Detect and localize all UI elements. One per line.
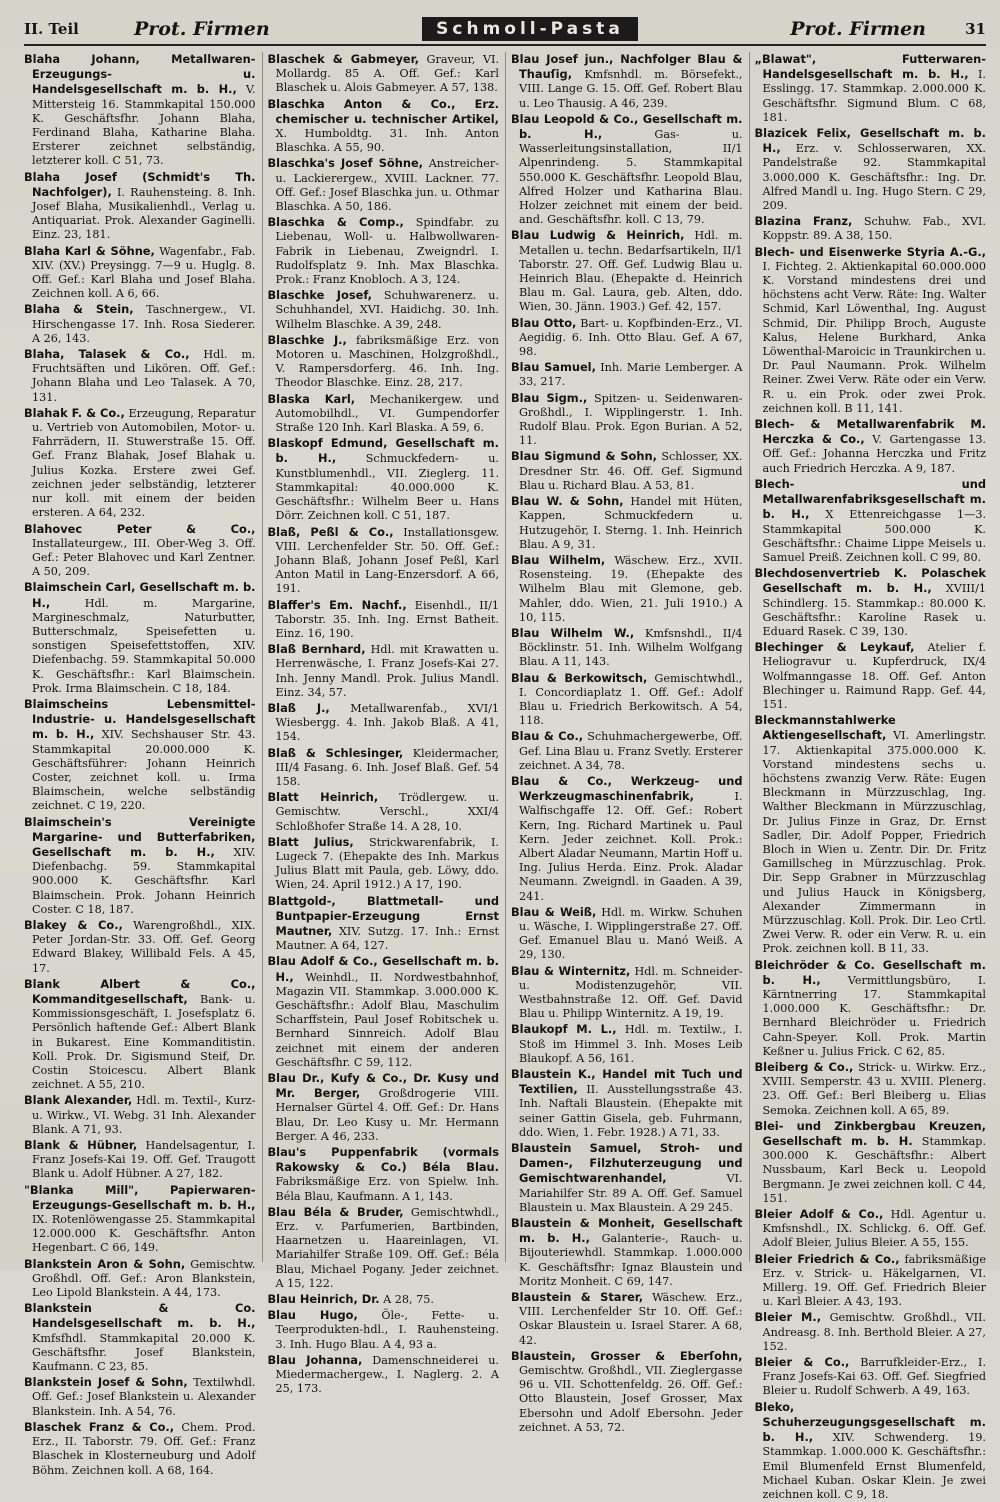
firm-name: Blaimschein's Vereinigte Margarine- und Butterfabriken, Gesellschaft m. b. H., [24, 814, 256, 859]
firm-name: Blau Hugo, [267, 1308, 358, 1323]
firm-name: Blaß, Peßl & Co., [267, 524, 394, 539]
directory-entry [268, 1353, 500, 1397]
firm-details: fabriksmäßige Erz. von Motoren u. Maschinen, Holzgroßhdl., V. Rampersdorferg. 46. Inh. Ing. Theodor Blaschke. Einz. 28, 217. [275, 333, 499, 390]
firm-details: VI. Mariahilfer Str. 89 A. Off. Gef. Samuel Blaustein u. Max Blaustein. A 29 245. [519, 1172, 743, 1214]
firm-details: Handel mit Hüten, Kappen, Schmuckfedern u. Hutzugehör, I. Sterng. 1. Inh. Heinrich Blau. A 9, 31. [519, 495, 743, 551]
firm-name: Blau Heinrich, Dr. [267, 1292, 380, 1307]
firm-details: Gemischtw. Großhdl., VII. Andreasg. 8. Inh. Berthold Bleier. A 27, 152. [762, 1311, 986, 1353]
firm-name: Blaß & Schlesinger, [267, 745, 404, 760]
firm-name: Blaukopf M. L., [511, 1022, 617, 1037]
directory-entry [268, 894, 500, 954]
directory-entry [268, 215, 500, 287]
firm-name: Blechinger & Leykauf, [754, 640, 915, 655]
directory-entry [24, 1138, 256, 1182]
directory-entry [268, 288, 500, 332]
firm-name: Blechdosenvertrieb K. Polaschek Gesellschaft m. b. H., [754, 566, 986, 596]
firm-name: Blau Samuel, [511, 360, 596, 375]
firm-details: Strickwarenfabrik, I. Lugeck 7. (Ehepakte des Inh. Markus Julius Blatt mit Paula, geb. Löwy, ddo. Wien, 24. April 1912.) A 17, 190. [275, 835, 499, 892]
firm-details: A 28, 75. [383, 1293, 434, 1307]
firm-details: Hdl. m. Wirkw. Schuhen u. Wäsche, I. Wipplingerstraße 27. Off. Gef. Emanuel Blau u. Manó Weiß. A 29, 130. [519, 905, 743, 962]
directory-entry [511, 774, 743, 904]
firm-details: Hdl. Agentur u. Kmfsnshdl., IX. Schlickg. 6. Off. Gef. Adolf Bleier, Julius Bleier. A 55, 155. [762, 1208, 986, 1250]
firm-name: Blankstein Josef & Sohn, [24, 1375, 188, 1390]
firm-details: Wäschew. Erz., VIII. Lerchenfelder Str 10. Off. Gef.: Oskar Blaustein u. Israel Starer. A 68, 42. [519, 1291, 743, 1347]
firm-name: Blaha, Talasek & Co., [24, 347, 190, 362]
header-banner-wrap [270, 17, 791, 41]
firm-details: Schuhw. Fab., XVI. Koppstr. 89. A 38, 150. [762, 215, 986, 243]
directory-entry [755, 958, 987, 1059]
directory-entry [755, 640, 987, 712]
part-label: II. Teil [24, 20, 79, 38]
firm-name: Blahak F. & Co., [24, 405, 125, 420]
directory-entry [24, 244, 256, 302]
firm-name: Blattgold-, Blattmetall- und Buntpapier-Erzeugung Ernst Mautner, [267, 893, 499, 938]
firm-details: Gas- u. Wasserleitungsinstallation, II/1 Alpenrindeng. 5. Stammkapital 550.000 K. Geschäftsfhr. Leopold Blau, Alfred Holzer und Katharina Blau. Holzer zeichnet mit einem der beid. and. Geschäftsfhr. koll. C 13, 79. [519, 128, 743, 227]
header-advertisement-banner: Schmoll-Pasta [422, 17, 638, 41]
firm-details: Barrufkleider-Erz., I. Franz Josefs-Kai 63. Off. Gef. Siegfried Bleier u. Rudolf Schwerb. A 49, 163. [762, 1356, 987, 1398]
firm-name: Blazina Franz, [754, 214, 853, 229]
firm-name: Blau & Winternitz, [511, 963, 631, 978]
firm-details: Kmfsnhdl. m. Börsefekt., VIII. Lange G. 15. Off. Gef. Robert Blau u. Leo Thausig. A 46, 239. [519, 68, 743, 110]
firm-details: Gemischtwhdl., Erz. v. Parfumerien, Bartbinden, Haarnetzen u. Haareinlagen, VI. Mariahilfer Straße 109. Off. Gef.: Béla Blau, Michael Pogany. Jeder zeichnet. A 15, 122. [275, 1205, 499, 1290]
directory-entry [755, 1355, 987, 1399]
firm-name: Blaustein Samuel, Stroh- und Damen-, Filzhuterzeugung und Gemischtwarenhandel, [511, 1141, 743, 1186]
directory-entry [268, 333, 500, 391]
firm-name: Blahovec Peter & Co., [24, 521, 256, 536]
firm-details: I. Esslingg. 17. Stammkap. 2.000.000 K. Geschäftsfhr. Sigmund Blum. C 68, 181. [762, 68, 986, 124]
firm-name: Bleier M., [754, 1310, 822, 1325]
firm-details: Kmfsfhdl. Stammkapital 20.000 K. Geschäftsfhr. Josef Blankstein, Kaufmann. C 23, 85. [32, 1331, 256, 1374]
firm-details: Erz. v. Schlosserwaren, XX. Pandelstraße 92. Stammkapital 3.000.000 K. Geschäftsfhr.: Ing. Dr. Alfred Mandl u. Ing. Hugo Stern. C 29, 209. [762, 142, 986, 213]
firm-details: IX. Rotenlöwengasse 25. Stammkapital 12.000.000 K. Geschäftsfhr. Anton Hegenbart. C 66, 149. [32, 1213, 256, 1255]
directory-entry [511, 449, 743, 493]
firm-name: Blank & Hübner, [24, 1138, 138, 1153]
firm-name: Blaha Josef (Schmidt's Th. Nachfolger), [24, 169, 256, 199]
firm-name: Blaustein, Grosser & Eberſohn, [511, 1348, 743, 1363]
directory-entry [268, 525, 500, 597]
firm-name: Blaß J., [267, 700, 330, 715]
firm-name: Blau & Co., Werkzeug- und Werkzeugmaschinenfabrik, [511, 773, 743, 804]
firm-details: Schlosser, XX. Dresdner Str. 46. Off. Gef. Sigmund Blau u. Richard Blau. A 53, 81. [519, 450, 743, 492]
directory-entry [755, 1207, 987, 1251]
column-1 [24, 52, 256, 1477]
firm-details: V. Gartengasse 13. Off. Gef.: Johanna Herczka und Fritz auch Friedrich Herczka. A 9, 187. [762, 433, 986, 475]
firm-details: Textilwhdl. Off. Gef.: Josef Blankstein u. Alexander Blankstein. Inh. A 54, 76. [32, 1376, 256, 1418]
directory-entry [24, 815, 256, 917]
firm-name: Bleier Adolf & Co., [754, 1207, 884, 1222]
directory-entry [268, 1205, 500, 1291]
directory-entry [755, 245, 987, 416]
directory-entry [268, 97, 500, 156]
directory-entry [268, 392, 500, 436]
firm-details: XIV. Sechshauser Str. 43. Stammkapital 20.000.000 K. Geschäftsführer: Johann Heinrich Coster, zeichnet koll. u. Irma Blaimschein, welche selbständig zeichnet. C 19, 220. [32, 728, 256, 813]
firm-name: Blaha Johann, Metallwaren-Erzeugungs- u. Handelsgesellschaft m. b. H., [24, 52, 256, 97]
directory-entry [268, 835, 500, 893]
header-title-right: Prot. Firmen [790, 18, 926, 40]
firm-name: Blakey & Co., [24, 917, 123, 932]
directory-entry [24, 1183, 256, 1256]
directory-entry [268, 746, 500, 790]
firm-name: Blau Sigmund & Sohn, [511, 449, 657, 464]
firm-name: Bleier & Co., [754, 1355, 850, 1370]
directory-entry [755, 1060, 987, 1118]
directory-entry [24, 1093, 256, 1137]
firm-details: Eisenhdl., II/1 Taborstr. 35. Inh. Ing. Ernst Batheit. Einz. 16, 190. [275, 598, 499, 640]
firm-name: Blau Otto, [511, 315, 577, 330]
firm-details: Hdl. mit Krawatten u. Herrenwäsche, I. Franz Josefs-Kai 27. Inh. Jenny Mandl. Prok. Julius Mandl. Einz. 34, 57. [275, 643, 499, 699]
firm-name: Bleiberg & Co., [754, 1060, 854, 1075]
column-2 [262, 52, 500, 1396]
directory-entry [511, 671, 743, 729]
firm-details: fabriksmäßige Erz. v. Strick- u. Häkelgarnen, VI. Millerg. 19. Off. Gef. Friedrich Bleier u. Karl Bleier. A 43, 193. [762, 1252, 986, 1309]
firm-details: Gemischtw. Großhdl., VII. Zieglergasse 96 u. VII. Schottenfeldg. 26. Off. Gef.: Otto Blaustein, Josef Grosser, Max Ebersohn und Adolf Ebersohn. Jeder zeichnet. A 53, 72. [519, 1364, 743, 1434]
directory-entry [755, 477, 987, 565]
firm-details: Schuhwarenerz. u. Schuhhandel, XVI. Haidichg. 30. Inh. Wilhelm Blaschke. A 39, 248. [275, 289, 499, 331]
firm-details: XVIII/1 Schindlerg. 15. Stammkap.: 80.000 K. Geschäftsfhr.: Karoline Rasek u. Eduard Rasek. C 39, 130. [762, 582, 986, 638]
firm-name: Blaschka & Comp., [267, 215, 404, 230]
firm-name: Blaß Bernhard, [267, 642, 366, 657]
firm-name: Blaha & Stein, [24, 302, 134, 317]
directory-entry [755, 566, 987, 639]
directory-entry [511, 1216, 743, 1289]
firm-name: Blau W. & Sohn, [511, 494, 624, 509]
directory-entry [755, 1252, 987, 1310]
directory-entry [755, 52, 987, 125]
directory-entry [511, 729, 743, 773]
directory-entry [511, 360, 743, 389]
directory-entry [755, 417, 987, 476]
firm-name: Blau Wilhelm W., [511, 625, 635, 640]
directory-entry [268, 1292, 500, 1307]
directory-entry [511, 52, 743, 111]
firm-details: V. Mittersteig 16. Stammkapital 150.000 K. Geschäftsfhr. Johann Blaha, Ferdinand Blaha, Katharine Blaha. Ersterer zeichnet selbständig, letzterer koll. C 51, 73. [32, 83, 256, 168]
firm-name: Blazicek Felix, Gesellschaft m. b. H., [754, 126, 986, 156]
firm-details: XIV. Diefenbachg. 59. Stammkapital 900.000 K. Geschäftsfhr. Karl Blaimschein. Prok. Johann Heinrich Coster. C 18, 187. [32, 845, 256, 916]
firm-name: Blech- und Eisenwerke Styria A.-G., [754, 244, 986, 259]
firm-details: Gemischtw. Großhdl. Off. Gef.: Aron Blankstein, Leo Lipold Blankstein. A 44, 173. [32, 1257, 256, 1300]
firm-name: Blech- & Metallwarenfabrik M. Herczka & Co., [754, 417, 986, 447]
firm-details: Trödlergew. u. Gemischtw. Verschl., XXI/4 Schloßhofer Straße 14. A 28, 10. [275, 791, 499, 833]
column-4 [749, 52, 987, 1501]
firm-name: „Blawat", Futterwaren-Handelsgesellschaft m. b. H., [754, 52, 986, 82]
firm-name: Blech- und Metallwarenfabriksgesellschaft m. b. H., [754, 476, 986, 522]
firm-name: Bleckmannstahlwerke Aktiengesellschaft, [754, 713, 896, 743]
firm-details: Schmuckfedern- u. Kunstblumenhdl., VII. Zieglerg. 11. Stammkapital: 40.000.000 K. Geschäftsfhr.: Wilhelm Beer u. Hans Dörr. Zeichnen koll. C 51, 187. [275, 452, 499, 523]
column-3 [505, 52, 743, 1434]
firm-name: Blatt Julius, [267, 834, 354, 849]
firm-name: Blau Sigm., [511, 390, 588, 405]
directory-entry [24, 1420, 256, 1478]
directory-entry [511, 905, 743, 963]
firm-details: I. Walfischgaffe 12. Off. Gef.: Robert Kern, Ing. Richard Martinek u. Paul Kern. Jeder zeichnet. Koll. Prok.: Albert Aladar Neumann, Martin Hoff u. Ing. Julius Herda. Einz. Prok. Aladar Neumann. Zweigndl. in Gaaden. A 39, 241. [519, 790, 743, 903]
firm-name: "Blanka Mill", Papierwaren-Erzeugungs-Gesellschaft m. b. H., [24, 1182, 256, 1212]
firm-name: Blau Josef jun., Nachfolger Blau & Thauſig, [511, 52, 743, 82]
directory-entry [755, 126, 987, 213]
columns [24, 52, 987, 1501]
firm-details: VI. Amerlingstr. 17. Aktienkapital 375.000.000 K. Vorstand mindestens sechs u. höchstens zwanzig Verw. Räte: Eugen Bleckmann in Mürzzuschlag, Ing. Walther Bleckmann in Mürzzuschlag, Dr. Julius Finze in Graz, Dr. Ernst Sadler, Dir. Adolf Popper, Friedrich Bloch in Wien u. Zentr. Dir. Dr. Fritz Gamillscheg in Mürzzuschlag. Prok. Dir. Sepp Grabner in Mürzzuschlag und Julius Hauck in Königsberg, Alexander Zimmermann in Mürzzuschlag. Koll. Prok. Dir. Leo Crtl. Zwei Verw. R. oder ein Verw. R. u. ein Prok. zeichnen koll. B 11, 33. [762, 729, 986, 956]
firm-details: Wagenfabr., Fab. XIV. (XV.) Preysingg. 7—9 u. Huglg. 8. Off. Gef.: Karl Blaha und Josef Blaha. Zeichnen koll. A 6, 66. [32, 244, 256, 301]
firm-details: Inh. Marie Lemberger. A 33, 217. [519, 361, 743, 389]
firm-details: XIV. Sutzg. 17. Inh.: Ernst Mautner. A 64, 127. [275, 924, 499, 953]
firm-name: Blau & Co., [511, 729, 584, 744]
firm-name: Blaschek & Gabmeyer, [267, 52, 419, 66]
directory-entry [268, 436, 500, 523]
firm-name: Blank Alexander, [24, 1093, 133, 1108]
directory-entry [24, 1375, 256, 1419]
firm-details: Damenschneiderei u. Miedermachergew., I. Naglerg. 2. A 25, 173. [275, 1353, 499, 1396]
directory-entry [24, 302, 256, 346]
firm-name: Blaschek Franz & Co., [24, 1419, 175, 1434]
directory-entry [511, 228, 743, 314]
firm-name: Blaustein & Monheit, Gesellschaft m. b. H., [511, 1216, 743, 1246]
firm-name: Bleichröder & Co. Gesellschaft m. b. H., [754, 957, 986, 987]
firm-name: Blau Adolf & Co., Gesellschaft m. b. H., [267, 954, 499, 984]
firm-name: Blankstein Aron & Sohn, [24, 1256, 186, 1271]
firm-name: Bleier Friedrich & Co., [754, 1251, 900, 1266]
directory-entry [511, 391, 743, 449]
firm-name: Blau Ludwig & Heinrich, [511, 228, 685, 243]
firm-name: Blau Wilhelm, [511, 552, 606, 567]
directory-entry [268, 642, 500, 700]
directory-entry [24, 406, 256, 521]
firm-details: Spindfabr. zu Liebenau, Woll- u. Halbwollwaren-Fabrik in Liebenau, Zweigndrl. I. Rudolfsplatz 9. Inh. Max Blaschka. Prok.: Franz Knobloch. A 3, 124. [275, 216, 499, 287]
firm-details: Strick- u. Wirkw. Erz., XVIII. Semperstr. 43 u. XVIII. Plenerg. 23. Off. Gef.: Berl Bleiberg u. Elias Semoka. Zeichnen koll. A 65, 89. [762, 1061, 986, 1117]
directory-entry [268, 1071, 500, 1144]
firm-name: Blaffer's Em. Nachf., [267, 597, 407, 612]
directory-entry [755, 1400, 987, 1502]
directory-entry [268, 598, 500, 642]
directory-entry [511, 316, 743, 360]
firm-name: Blaschka Anton & Co., Erz. chemischer u. technischer Artikel, [267, 96, 499, 126]
firm-name: Blaimscheins Lebensmittel-Industrie- u. Handelsgesellschaft m. b. H., [24, 696, 256, 742]
firm-details: Warengroßhdl., XIX. Peter Jordan-Str. 33. Off. Gef. Georg Edward Blakey, Willibald Fels. A 45, 17. [32, 918, 256, 975]
directory-entry [24, 347, 256, 405]
firm-details: Installationsgew. VIII. Lerchenfelder Str. 50. Off. Gef.: Johann Blaß, Johann Josef Peßl, Karl Anton Matil in Lang-Enzersdorf. A 66, 191. [275, 525, 499, 596]
directory-entry [268, 156, 500, 214]
firm-details: Installateurgew., III. Ober-Weg 3. Off. Gef.: Peter Blahovec und Karl Zentner. A 50, 209. [32, 536, 256, 579]
firm-details: Anstreicher- u. Lackierergew., XVIII. Lackner. 77. Off. Gef.: Josef Blaschka jun. u. Othmar Blaschka. A 50, 186. [275, 157, 499, 214]
firm-name: Blau Johanna, [267, 1352, 363, 1367]
firm-name: Blaskopf Edmund, Gesellschaft m. b. H., [267, 436, 499, 466]
firm-details: Galanterie-, Rauch- u. Bijouteriewhdl. Stammkap. 1.000.000 K. Geschäftsfhr: Ignaz Blaustein und Moritz Monheit. C 69, 147. [519, 1232, 743, 1288]
firm-details: X. Humboldtg. 31. Inh. Anton Blaschka. A 55, 90. [275, 127, 499, 155]
firm-name: Blank Albert & Co., Kommanditgesellschaft, [24, 976, 256, 1006]
firm-name: Blau Dr., Kufy & Co., Dr. Kusy und Mr. Berger, [267, 1071, 499, 1101]
header-title-left: Prot. Firmen [134, 18, 270, 40]
firm-name: Blaschka's Josef Söhne, [267, 156, 423, 171]
directory-entry [511, 626, 743, 670]
directory-entry [268, 790, 500, 834]
directory-entry [24, 1301, 256, 1374]
directory-entry [24, 580, 256, 696]
firm-details: Taschnergew., VI. Hirschengasse 17. Inh. Rosa Siederer. A 26, 143. [32, 303, 256, 345]
firm-details: X Ettenreichgasse 1—3. Stammkapital 500.000 K. Geschäftsfhr.: Chaime Lippe Meisels u. Samuel Preiß. Zeichnen koll. C 99, 80. [762, 508, 987, 564]
firm-details: II. Ausstellungsstraße 43. Inh. Naftali Blaustein. (Ehepakte mit seiner Gattin Gisela, geb. Fuhrmann, ddo. Wien, 1. Febr. 1928.) A 71, 33. [519, 1083, 743, 1139]
firm-details: Hdl. m. Textilw., I. Stoß im Himmel 3. Inh. Moses Leib Blaukopf. A 56, 161. [519, 1023, 743, 1065]
firm-name: Blau & Weiß, [511, 904, 597, 919]
firm-name: Blaschke J., [267, 332, 347, 347]
directory-entry [511, 964, 743, 1022]
page-number: 31 [965, 20, 986, 38]
firm-details: Hdl. m. Margarine, Margineschmalz, Naturbutter, Butterschmalz, Speisefetten u. sonstigen Speisefettstoffen, XIV. Diefenbachg. 59. Stammkapital 50.000 K. Geschäftsfhr.: Karl Blaimschein. Prok. Irma Blaimschein. C 18, 184. [32, 596, 256, 695]
firm-details: I. Fichteg. 2. Aktienkapital 60.000.000 K. Vorstand mindestens drei und höchstens acht Verw. Räte: Ing. Walter Schmid, Karl Löwenthal, Ing. August Schmid, Dir. Philipp Broch, Auguste Kalus, Helene Burkhard, Anka Löwenthal-Maroicic in Traunkirchen u. Dr. Paul Naumann. Prok. Wilhelm Reiner. Zwei Verw. Räte oder ein Verw. R. u. ein Prok. oder zwei Prok. zeichnen koll. B 11, 141. [762, 259, 986, 415]
firm-details: Metallwarenfab., XVI/1 Wiesbergg. 4. Inh. Jakob Blaß. A 41, 154. [275, 701, 500, 744]
firm-details: Hdl. m. Schneider- u. Modistenzugehör, VII. Westbahnstraße 12. Off. Gef. David Blau u. Philipp Winternitz. A 19, 19. [519, 964, 743, 1021]
firm-name: Blau Béla & Bruder, [267, 1204, 404, 1219]
firm-details: I. Rauhensteing. 8. Inh. Josef Blaha, Musikalienhdl., Verlag u. Antiquariat. Prok. Alexander Gaginelli. Einz. 23, 181. [32, 185, 256, 242]
directory-entry [268, 1145, 500, 1204]
firm-details: XIV. Schwenderg. 19. Stammkap. 1.000.000 K. Geschäftsfhr.: Emil Blumenfeld Ernst Blumenfeld, Michael Kuban. Oskar Klein. Je zwei zeichnen koll. C 9, 18. [762, 1431, 986, 1501]
directory-entry [24, 918, 256, 976]
firm-details: Erzeugung, Reparatur u. Vertrieb von Automobilen, Motor- u. Fahrrädern, II. Stuwerstraße 15. Off. Gef. Franz Blahak, Josef Blahak u. Julius Kozka. Erstere zwei Gef. zeichnen jeder selbständig, letzterer nur koll. mit einem der beiden ersteren. A 64, 232. [32, 406, 256, 520]
firm-details: Schuhmachergewerbe, Off. Gef. Lina Blau u. Franz Svetly. Ersterer zeichnet. A 34, 78. [519, 730, 743, 772]
firm-details: Öle-, Fette- u. Teerprodukten-hdl., I. Rauhensteing. 3. Inh. Hugo Blau. A 4, 93 a. [275, 1309, 500, 1351]
directory-entry [511, 1290, 743, 1348]
firm-details: Stammkap. 300.000 K. Geschäftsfhr.: Albert Nussbaum, Karl Beck u. Leopold Bergmann. Je zwei zeichnen koll. C 44, 151. [762, 1135, 986, 1205]
directory-entry [24, 697, 256, 814]
directory-entry [755, 1310, 987, 1354]
firm-name: Blaha Karl & Söhne, [24, 243, 155, 258]
firm-details: Vermittlungsbüro, I. Kärntnerring 17. Stammkapital 1.000.000 K. Geschäftsfhr.: Dr. Bernhard Bleichröder u. Friedrich Cahn-Speyer. Koll. Prok. Martin Keßner u. Julius Frick. C 62, 85. [762, 973, 986, 1058]
firm-details: Bart- u. Kopfbinden-Erz., VI. Aegidig. 6. Inh. Otto Blau. Gef. A 67, 98. [519, 316, 743, 359]
firm-details: Handelsagentur, I. Franz Josefs-Kai 19. Off. Gef. Traugott Blank u. Adolf Hübner. A 27, 182. [32, 1139, 256, 1181]
directory-entry [24, 170, 256, 243]
directory-entry [268, 954, 500, 1070]
firm-name: Blatt Heinrich, [267, 790, 379, 805]
firm-name: Blaschke Josef, [267, 288, 372, 303]
firm-name: Blau & Berkowitsch, [511, 670, 648, 685]
firm-details: Hdl. m. Textil-, Kurz- u. Wirkw., VI. Webg. 31 Inh. Alexander Blank. A 71, 93. [32, 1094, 256, 1136]
directory-entry [268, 1308, 500, 1352]
firm-details: Fabriksmäßige Erz. von Spielw. Inh. Béla Blau, Kaufmann. A 1, 143. [275, 1175, 499, 1203]
firm-details: Spitzen- u. Seidenwaren-Großhdl., I. Wipplingerstr. 1. Inh. Rudolf Blau. Prok. Egon Burian. A 52, 11. [519, 391, 743, 448]
directory-entry [755, 214, 987, 243]
firm-details: Großdrogerie VIII. Hernalser Gürtel 4. Off. Gef.: Dr. Hans Blau, Dr. Leo Kusy u. Mr. Hermann Berger. A 46, 233. [275, 1087, 499, 1143]
page-header [24, 14, 986, 46]
directory-entry [268, 52, 500, 96]
firm-name: Blaska Karl, [267, 391, 356, 406]
firm-details: Weinhdl., II. Nordwestbahnhof, Magazin VII. Stammkap. 3.000.000 K. Geschäftsfhr.: Adolf Blau, Maschulim Scharffstein, Paul Josef Robitschek u. Bernhard Sinnreich. Adolf Blau zeichnet mit einem der anderen Geschäftsfhr. C 59, 112. [275, 970, 499, 1069]
firm-name: Bleko, Schuherzeugungsgesellschaft m. b. H., [754, 1399, 986, 1445]
firm-details: Hdl. m. Fruchtsäften und Likören. Off. Gef.: Johann Blaha und Leo Talasek. A 70, 131. [32, 348, 256, 404]
directory-entry [511, 1141, 743, 1215]
firm-name: Blaimschein Carl, Gesellschaft m. b. H., [24, 580, 256, 610]
firm-details: Wäschew. Erz., XVII. Rosensteing. 19. (Ehepakte des Wilhelm Blau mit Glemone, geb. Mahler, ddo. Wien, 21. Juli 1910.) A 10, 115. [519, 553, 743, 624]
firm-details: Bank- u. Kommissionsgeschäft, I. Josefsplatz 6. Persönlich haftende Gef.: Albert Blank in Bukarest. Eine Kommanditistin. Koll. Prok. Dr. Sigismund Steif, Dr. Costin Stoicescu. Albert Blank zeichnet. A 55, 210. [32, 993, 256, 1092]
firm-details: Hdl. m. Metallen u. techn. Bedarfsartikeln, II/1 Taborstr. 27. Off. Gef. Ludwig Blau u. Heinrich Blau. (Ehepakte d. Heinrich Blau m. Gal. Laura, geb. Alten, ddo. Wien, 30. Jänn. 1903.) Gef. 42, 157. [519, 229, 743, 314]
firm-details: Mechanikergew. und Automobilhdl., VI. Gumpendorfer Straße 120 Inh. Karl Blaska. A 59, 6. [275, 392, 499, 435]
firm-details: Kleidermacher, III/4 Fasang. 6. Inh. Josef Blaß. Gef. 54 158. [275, 746, 500, 788]
directory-entry [24, 1257, 256, 1301]
directory-entry [24, 977, 256, 1093]
firm-name: Blaustein K., Handel mit Tuch und Textilien, [511, 1067, 743, 1097]
directory-entry [511, 112, 743, 228]
directory-entry [755, 1119, 987, 1206]
directory-entry [511, 553, 743, 625]
directory-entry [755, 713, 987, 956]
directory-entry [24, 52, 256, 169]
firm-name: Blankstein & Co. Handelsgesellschaft m. b. H., [24, 1301, 256, 1331]
firm-details: Chem. Prod. Erz., II. Taborstr. 79. Off. Gef.: Franz Blaschek in Klosterneuburg und Adolf Böhm. Zeichnen koll. A 68, 164. [32, 1420, 256, 1477]
firm-details: Atelier f. Heliogravur u. Kupferdruck, IX/4 Wolfmanngasse 18. Off. Gef. Anton Blechinger u. Raimund Rapp. Gef. 44, 151. [762, 641, 986, 711]
firm-name: Blaustein & Starer, [511, 1290, 644, 1305]
firm-details: Kmfsnshdl., II/4 Böcklinstr. 51. Inh. Wilhelm Wolfgang Blau. A 11, 143. [519, 626, 743, 669]
directory-entry [24, 522, 256, 580]
firm-name: Blau's Puppenfabrik (vormals Rakowsky & Co.) Béla Blau. [267, 1145, 499, 1175]
directory-entry [511, 494, 743, 552]
directory-entry [511, 1349, 743, 1435]
directory-entry [511, 1067, 743, 1140]
firm-details: Gemischtwhdl., I. Concordiaplatz 1. Off. Gef.: Adolf Blau u. Friedrich Berkowitsch. A 54, 118. [519, 671, 743, 728]
directory-entry [511, 1022, 743, 1066]
firm-name: Blei- und Zinkbergbau Kreuzen, Gesellschaft m. b. H. [754, 1118, 986, 1149]
firm-name: Blau Leopold & Co., Gesellschaft m. b. H., [511, 111, 743, 142]
directory-entry [268, 701, 500, 745]
firm-details: Graveur, VI. Mollardg. 85 A. Off. Gef.: Karl Blaschek u. Alois Gabmeyer. A 57, 138. [275, 53, 499, 95]
